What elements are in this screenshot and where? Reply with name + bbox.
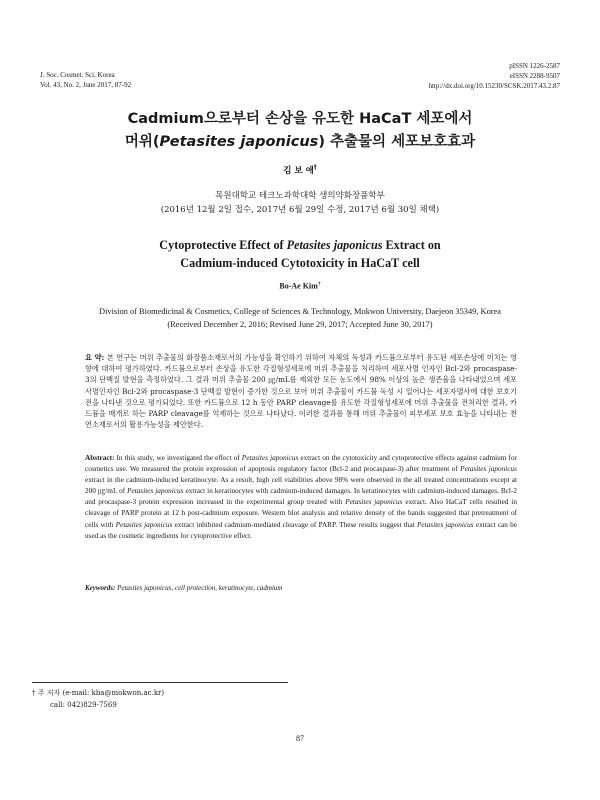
korean-title-line1: Cadmium으로부터 손상을 유도한 HaCaT 세포에서 (127, 111, 473, 127)
doi-link[interactable]: http://dx.doi.org/10.15230/SCSK.2017.43.2.87 (428, 82, 560, 90)
korean-abstract-text: 본 연구는 머위 추출물의 화장품소재로서의 가능성을 확인하기 위하여 자체의 독성과 카드뮴으로부터 유도된 세포손상에 미치는 영향에 대하여 평가하였다. 카드뮴으로부터 손상을 유도한 각질형성세포에 머위 추출물을 처리하여 세포사멸 인자인 Bcl-2와 procaspase-3의 단백질 발현을 측정하였다. 그 결과 머위 추출물 200 ㎍/mL를 제외한 모든 농도에서 98% 이상의 높은 생존율을 나타내었으며 세포사멸인자인 Bcl-2와 procaspase-3 단백질 발현이 증가한 것으로 보아 머위 추출물이 카드뮴 독성 시 일어나는 세포자멸사에 대한 보호기전을 나타낸 것으로 평가되었다. 또한 카드뮴으로 12 h 동안 PARP cleavage를 유도한 각질형성세포에 머위 추출물을 전처리한 결과, 카드뮴을 매개로 하는 PARP cleavage를 억제하는 것으로 나타났다. 이러한 결과를 통해 머위 추출물이 피부세포 보호 효능을 나타내는 천연소재로서의 활용가능성을 제안한다. (85, 353, 517, 430)
abstract-segment: extract inhibited cadmium-mediated cleavage of PARP. These results suggest that (172, 520, 417, 529)
english-affiliation: Division of Biomedicinal & Cosmetics, College of Sciences & Technology, Mokwon University, Daejeon 35349, Korea (99, 307, 501, 316)
keywords-list: Petasites japonicus, cell protection, keratinocyte, cadmium (117, 584, 283, 592)
abstract-segment: In this study, we investigated the effect of (114, 454, 242, 462)
korean-title-line2 (0, 131, 600, 154)
footnote (32, 687, 164, 711)
journal-header-right (428, 61, 560, 91)
abstract-segment: extract can be used as the cosmetic ingredients for cytoprotective effect. (85, 520, 517, 540)
english-abstract-label: Abstract: (85, 454, 115, 462)
english-author (0, 281, 600, 291)
eissn: eISSN 2288-9507 (509, 72, 560, 80)
footnote-email: † 주 저자 (e-mail: kba@mokwon.ac.kr) (32, 689, 165, 697)
species-name: Petasites japonicus (417, 520, 474, 529)
korean-abstract-label: 요 약: (85, 353, 105, 362)
species-name: Petasites japonicus (345, 498, 403, 507)
korean-dates: (2016년 12월 2일 접수, 2017년 6월 29일 수정, 2017년 6월 30일 채택) (160, 205, 440, 215)
korean-title (0, 108, 600, 154)
keywords-label: Keywords: (85, 584, 116, 592)
korean-affiliation: 목원대학교 테크노과학대학 생의약화장품학부 (215, 191, 385, 201)
journal-name: J. Soc. Cosmet. Sci. Korea (40, 71, 115, 79)
korean-affiliation-block (0, 189, 600, 217)
korean-title-species: Petasites japonicus (159, 134, 319, 150)
journal-header-left (40, 70, 131, 90)
korean-author-mark: † (313, 164, 317, 172)
korean-abstract (85, 352, 517, 430)
footnote-phone: call: 042)829-7569 (50, 701, 117, 709)
english-author-mark: † (317, 281, 321, 287)
species-name: Petasites japonicus (115, 520, 173, 529)
korean-title-prefix: 머위( (124, 134, 160, 150)
abstract-segment: extract. Also HaCaT cells resulted in cleavage of PARP protein at 12 h post-cadmium exposure. Western blot analysis and relative density of the bands suggested that pretreatment of cells with (85, 498, 517, 529)
english-title-suffix: Extract on (382, 238, 441, 252)
page-number: 87 (296, 734, 304, 743)
english-title-species: Petasites japonicus (286, 238, 383, 252)
korean-title-suffix: ) 추출물의 세포보호효과 (318, 134, 476, 150)
english-title-line1 (0, 236, 600, 254)
abstract-segment: extract in the cadmium-induced keratinocyte. As a result, high cell viabilities above 98% were observed in the all treated concentrations except at 200 ㎍/mL of (85, 476, 517, 496)
journal-volume: Vol. 43, No. 2, June 2017, 87-92 (40, 81, 132, 89)
english-title (0, 236, 600, 272)
species-name: Petasites japonicus (127, 487, 184, 496)
english-dates: (Received December 2, 2016; Revised June 29, 2017; Accepted June 30, 2017) (167, 320, 433, 329)
english-author-name: Bo-Ae Kim (279, 281, 318, 291)
footnote-rule (32, 682, 288, 683)
english-affiliation-block (0, 305, 600, 331)
abstract-segment: extract in keratinocytes with cadmium-induced damages. In keratinocytes with cadmium-induced damages, Bcl-2 and procaspase-3 protein expression increased in the experimental group treated with (85, 487, 517, 507)
korean-author (0, 164, 600, 176)
english-abstract-text (85, 454, 517, 540)
english-title-prefix: Cytoprotective Effect of (159, 238, 287, 252)
korean-author-name: 김 보 애 (283, 166, 314, 176)
keywords (85, 584, 517, 592)
pissn: pISSN 1226-2587 (509, 62, 560, 70)
species-name: Petasites japonicus (241, 454, 299, 462)
english-abstract (85, 453, 517, 542)
english-title-line2: Cadmium-induced Cytotoxicity in HaCaT cell (180, 256, 420, 270)
species-name: Petasites japonicus (460, 465, 517, 474)
abstract-segment: extract on the cytotoxicity and cytoprotective effects against cadmium for cosmetics use. We measured the protein expression of apoptosis regulatory factor (Bcl-2 and procaspase-3) after treatment of (85, 454, 517, 474)
